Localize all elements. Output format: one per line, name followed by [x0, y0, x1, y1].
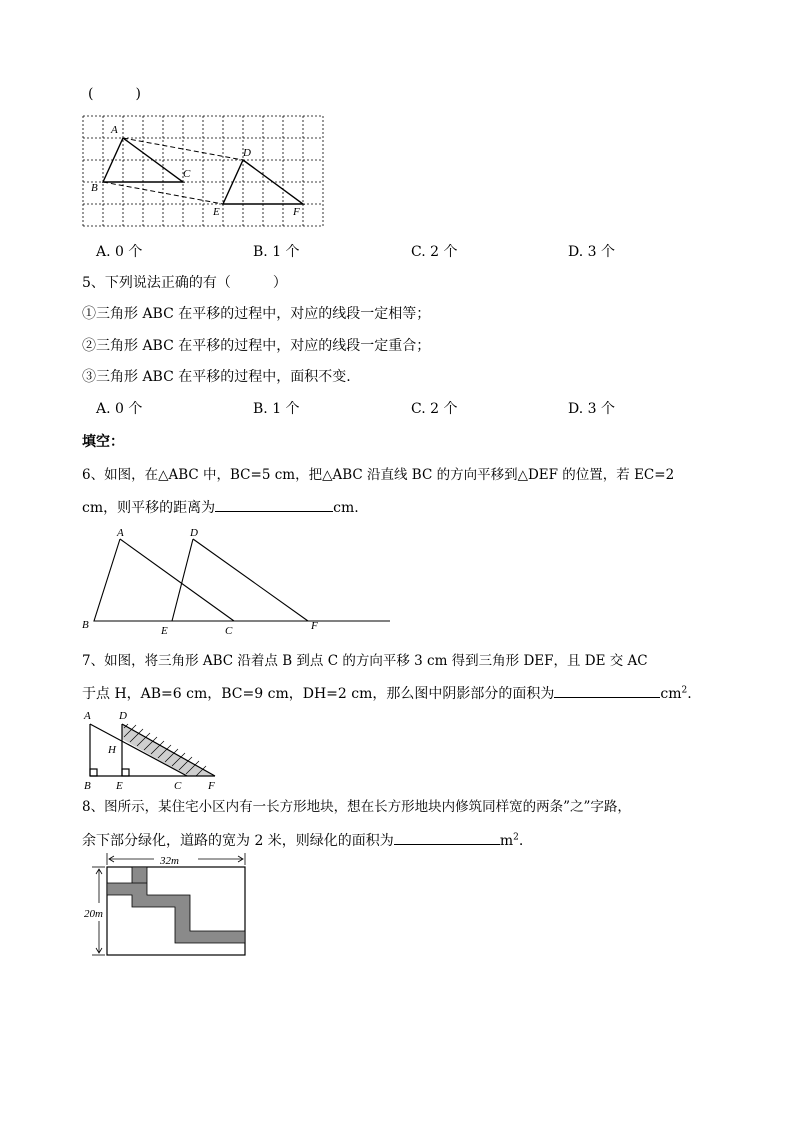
q5-item-1: ①三角形 ABC 在平移的过程中，对应的线段一定相等；	[82, 306, 431, 322]
q4-option-c: C. 2 个	[411, 244, 458, 260]
q8-answer-blank[interactable]	[394, 830, 500, 845]
q8-line2-pre: 余下部分绿化，道路的宽为 2 米，则绿化的面积为	[82, 833, 394, 849]
width-label: 32m	[160, 855, 179, 867]
q7-line1: 7、如图，将三角形 ABC 沿着点 B 到点 C 的方向平移 3 cm 得到三角形 DEF，且 DE 交 AC	[82, 653, 648, 669]
q8-line1: 8、图所示，某住宅小区内有一长方形地块，想在长方形地块内修筑同样宽的两条”之”字路，	[82, 799, 631, 815]
label-B: B	[91, 182, 98, 194]
q8-unit: m	[499, 833, 514, 849]
q4-grid-figure	[82, 115, 326, 229]
q8-end: .	[518, 833, 524, 849]
q8-line2	[82, 830, 523, 850]
q5-stem: 5、下列说法正确的有（ ）	[82, 275, 287, 291]
q8-unit-sup: 2	[513, 832, 519, 843]
label-D: D	[119, 710, 127, 722]
label-F: F	[293, 206, 300, 218]
label-H: H	[108, 744, 116, 756]
label-B: B	[84, 780, 91, 792]
q5-item-2: ②三角形 ABC 在平移的过程中，对应的线段一定重合；	[82, 338, 431, 354]
q5-option-b: B. 1 个	[253, 401, 300, 417]
q6-line2-post: cm.	[333, 500, 359, 516]
q6-line2	[82, 497, 359, 517]
label-A: A	[84, 710, 91, 722]
q5-option-a: A. 0 个	[96, 401, 143, 417]
label-F: F	[311, 620, 318, 632]
label-C: C	[225, 625, 233, 637]
q4-bracket: ( )	[88, 86, 141, 102]
label-D: D	[243, 147, 251, 159]
label-E: E	[213, 206, 220, 218]
q6-line1: 6、如图，在△ABC 中，BC=5 cm，把△ABC 沿直线 BC 的方向平移到△DEF 的位置，若 EC=2	[82, 467, 675, 483]
label-A: A	[117, 527, 124, 539]
q8-figure	[82, 851, 248, 959]
label-C: C	[183, 168, 191, 180]
q6-line2-pre: cm，则平移的距离为	[82, 500, 216, 516]
q6-figure	[80, 526, 330, 638]
q7-unit: cm	[660, 686, 682, 702]
q7-answer-blank[interactable]	[554, 683, 660, 698]
label-E: E	[161, 625, 168, 637]
q7-line2-pre: 于点 H，AB=6 cm，BC=9 cm，DH=2 cm，那么图中阴影部分的面积为	[82, 686, 555, 702]
q5-option-d: D. 3 个	[568, 401, 615, 417]
label-B: B	[82, 619, 89, 631]
q5-option-c: C. 2 个	[411, 401, 458, 417]
label-E: E	[116, 780, 123, 792]
q4-option-a: A. 0 个	[96, 244, 143, 260]
label-F: F	[208, 780, 215, 792]
section-heading-fill: 填空：	[82, 434, 124, 450]
q7-unit-sup: 2	[681, 685, 688, 696]
height-label: 20m	[84, 908, 103, 920]
q7-line2	[82, 683, 692, 703]
q7-figure	[80, 708, 230, 792]
label-D: D	[190, 527, 198, 539]
label-A: A	[111, 124, 118, 136]
q6-answer-blank[interactable]	[215, 497, 333, 512]
q4-option-d: D. 3 个	[568, 244, 615, 260]
label-C: C	[174, 780, 182, 792]
q4-option-b: B. 1 个	[253, 244, 300, 260]
q7-end: .	[687, 686, 692, 702]
q5-item-3: ③三角形 ABC 在平移的过程中，面积不变.	[82, 369, 351, 385]
